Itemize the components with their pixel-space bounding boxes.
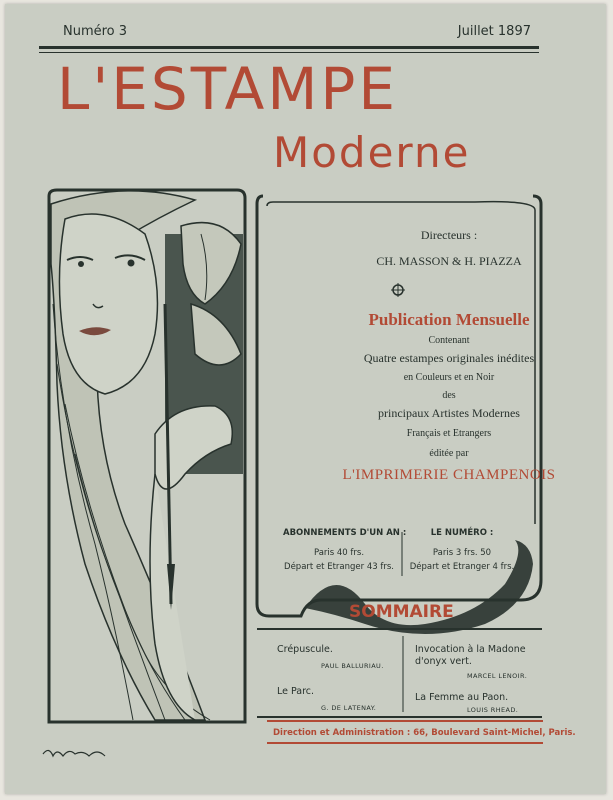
contents-title: La Femme au Paon. bbox=[415, 692, 509, 703]
portrait-face bbox=[59, 214, 157, 394]
publication-francais: Français et Etrangers bbox=[406, 428, 492, 439]
publication-editee: éditée par bbox=[429, 448, 469, 459]
subscription-paris: Paris 40 frs. bbox=[313, 548, 365, 558]
contents-title: Invocation à la Madone bbox=[415, 644, 526, 655]
contents-author: G. DE LATENAY. bbox=[321, 704, 377, 712]
single-issue-heading: LE NUMÉRO : bbox=[430, 528, 494, 538]
masthead-title: L'ESTAMPE bbox=[57, 55, 398, 123]
printer-name: L'IMPRIMERIE CHAMPENOIS bbox=[342, 467, 556, 483]
artist-signature bbox=[43, 750, 105, 756]
header-rule-thin bbox=[39, 52, 539, 53]
contents-title-continued: d'onyx vert. bbox=[415, 656, 472, 667]
sommaire-rule-bottom bbox=[257, 716, 542, 718]
single-issue-departements: Départ et Etranger 4 frs. bbox=[409, 562, 515, 572]
publication-couleurs: en Couleurs et en Noir bbox=[403, 372, 495, 383]
publication-des: des bbox=[442, 390, 456, 401]
publication-quatre-estampes: Quatre estampes originales inédites bbox=[363, 351, 535, 365]
contents-title: Le Parc. bbox=[277, 686, 315, 697]
header-rule-thick bbox=[39, 46, 539, 49]
address-rule-bottom bbox=[267, 742, 543, 744]
directors-names: CH. MASSON & H. PIAZZA bbox=[376, 254, 522, 268]
single-issue-paris: Paris 3 frs. 50 bbox=[432, 548, 492, 558]
publication-artistes: principaux Artistes Modernes bbox=[378, 406, 520, 420]
subscription-heading: ABONNEMENTS D'UN AN : bbox=[283, 528, 407, 538]
ornament-icon bbox=[391, 283, 405, 297]
contents-author: MARCEL LENOIR. bbox=[467, 672, 528, 680]
contents-title: Crépuscule. bbox=[277, 644, 333, 655]
issue-number: Numéro 3 bbox=[63, 24, 128, 39]
sommaire-heading: SOMMAIRE bbox=[349, 602, 454, 622]
contents-author: PAUL BALLURIAU. bbox=[321, 662, 384, 670]
directors-label: Directeurs : bbox=[420, 228, 478, 242]
masthead-subtitle: Moderne bbox=[273, 128, 471, 177]
sommaire-rule-top bbox=[257, 628, 542, 630]
publication-contenant: Contenant bbox=[428, 335, 470, 346]
subscription-departements: Départ et Etranger 43 frs. bbox=[284, 562, 394, 572]
publication-title: Publication Mensuelle bbox=[368, 310, 530, 329]
contents-author: LOUIS RHEAD. bbox=[467, 706, 519, 714]
address-line: Direction et Administration : 66, Boulevard Saint-Michel, Paris. bbox=[273, 728, 576, 738]
issue-date: Juillet 1897 bbox=[457, 24, 531, 39]
magazine-cover bbox=[5, 4, 606, 794]
address-rule-top bbox=[267, 720, 543, 722]
